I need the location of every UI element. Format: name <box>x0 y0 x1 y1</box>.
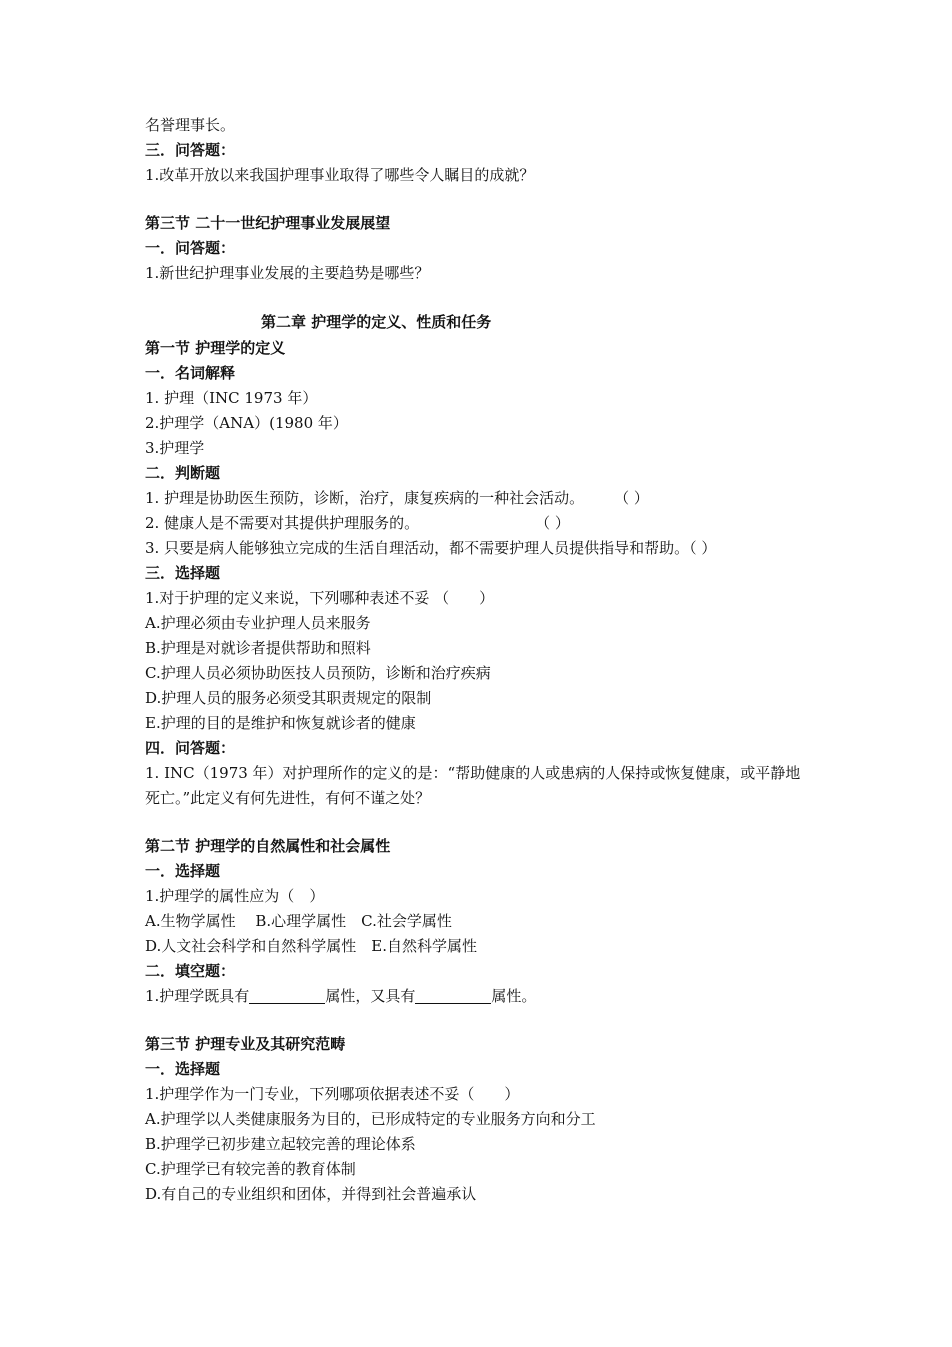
spacer <box>145 286 825 309</box>
fill-text: 1.护理学既具有 <box>145 987 250 1005</box>
qa-heading: 一．问答题： <box>145 239 236 257</box>
mc-question: 1.护理学作为一门专业，下列哪项依据表述不妥（ ） <box>145 1085 520 1103</box>
mc-option: B.护理是对就诊者提供帮助和照料 <box>145 639 371 657</box>
fill-blank <box>249 987 325 1004</box>
tf-item <box>145 486 825 511</box>
qa-heading: 四．问答题： <box>145 739 236 757</box>
fill-text: 属性。 <box>491 987 537 1005</box>
fill-item <box>145 984 825 1009</box>
fill-text: 属性，又具有 <box>325 987 416 1005</box>
fill-heading: 二．填空题： <box>145 962 236 980</box>
mc-options-row: A.生物学属性 B.心理学属性 C.社会学属性 <box>145 912 452 930</box>
term-item: 1. 护理（INC 1973 年） <box>145 389 318 407</box>
prev-qa-heading: 三．问答题： <box>145 141 236 159</box>
answer-paren: （ ） <box>535 514 570 532</box>
mc-question: 1.对于护理的定义来说，下列哪种表述不妥 （ ） <box>145 589 495 607</box>
mc-heading: 一．选择题 <box>145 862 221 880</box>
mc-option: D.有自己的专业组织和团体，并得到社会普遍承认 <box>145 1185 477 1203</box>
tf-heading: 二．判断题 <box>145 464 221 482</box>
terms-heading: 一．名词解释 <box>145 364 236 382</box>
term-item: 2.护理学（ANA）(1980 年） <box>145 414 348 432</box>
tf-item-text: 1. 护理是协助医生预防，诊断，治疗，康复疾病的一种社会活动。 <box>145 489 585 507</box>
mc-heading: 一．选择题 <box>145 1060 221 1078</box>
term-item: 3.护理学 <box>145 439 205 457</box>
prev-section-tail: 名誉理事长。 <box>145 116 236 134</box>
mc-options-row: D.人文社会科学和自然科学属性 E.自然科学属性 <box>145 937 477 955</box>
qa-text: 1. INC（1973 年）对护理所作的定义的是：“帮助健康的人或患病的人保持或恢复健康，或平静地死亡。”此定义有何先进性，有何不谨之处？ <box>145 764 801 807</box>
spacer <box>145 188 825 211</box>
document-page <box>145 113 825 1207</box>
answer-paren: （ ） <box>614 489 649 507</box>
mc-option: A.护理学以人类健康服务为目的，已形成特定的专业服务方向和分工 <box>145 1110 596 1128</box>
mc-option: A.护理必须由专业护理人员来服务 <box>145 614 371 632</box>
tf-item-text: 2. 健康人是不需要对其提供护理服务的。 <box>145 514 420 532</box>
mc-option: B.护理学已初步建立起较完善的理论体系 <box>145 1135 416 1153</box>
mc-option: D.护理人员的服务必须受其职责规定的限制 <box>145 689 432 707</box>
qa-item: 1.新世纪护理事业发展的主要趋势是哪些？ <box>145 264 430 282</box>
mc-question: 1.护理学的属性应为（ ） <box>145 887 325 905</box>
fill-blank <box>415 987 491 1004</box>
section-title: 第一节 护理学的定义 <box>145 339 286 357</box>
mc-heading: 三．选择题 <box>145 564 221 582</box>
chapter-title: 第二章 护理学的定义、性质和任务 <box>261 313 492 331</box>
section-title: 第三节 护理专业及其研究范畴 <box>145 1035 346 1053</box>
mc-option: C.护理人员必须协助医技人员预防，诊断和治疗疾病 <box>145 664 491 682</box>
mc-option: C.护理学已有较完善的教育体制 <box>145 1160 356 1178</box>
tf-item: 3. 只要是病人能够独立完成的生活自理活动，都不需要护理人员提供指导和帮助。（ ） <box>145 539 717 557</box>
section-title: 第二节 护理学的自然属性和社会属性 <box>145 837 391 855</box>
tf-item <box>145 511 825 536</box>
section-title: 第三节 二十一世纪护理事业发展展望 <box>145 214 391 232</box>
mc-option: E.护理的目的是维护和恢复就诊者的健康 <box>145 714 416 732</box>
prev-qa-item: 1.改革开放以来我国护理事业取得了哪些令人瞩目的成就？ <box>145 166 535 184</box>
spacer <box>145 811 825 834</box>
spacer <box>145 1009 825 1032</box>
